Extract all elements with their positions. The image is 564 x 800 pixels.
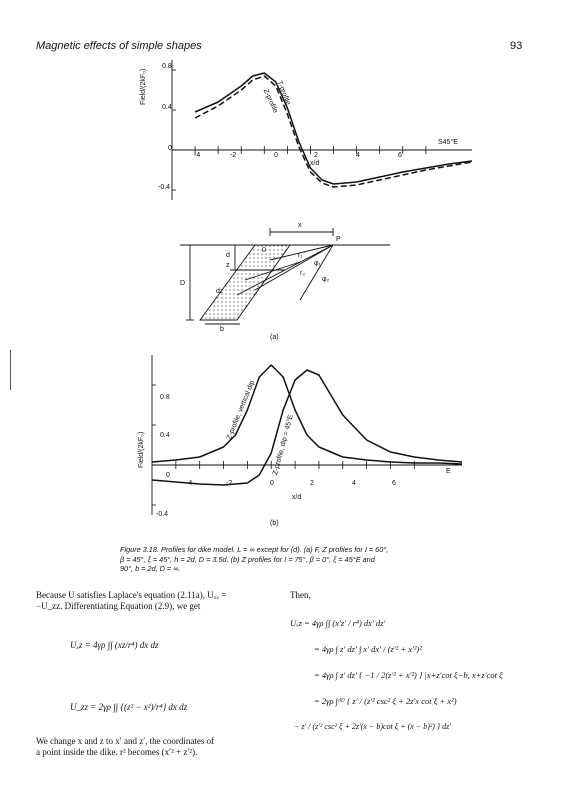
fig-a-xtick: 2 [314, 152, 318, 159]
equation-line: = 4γρ ∫ z′ dz′ ∫ x′ dx′ / (z′² + x′²)² [314, 644, 422, 654]
series-line-1 [152, 365, 462, 464]
text-line: We change x and z to x′ and z′, the coordinates of [36, 736, 215, 746]
fig-b-ytick: 0.8 [160, 394, 170, 401]
page-number: 93 [510, 40, 523, 52]
fig-a-ytick: -0.4 [158, 184, 171, 191]
fig-a-curve-label-z: Z-profile [261, 88, 279, 115]
fig-a-direction: S45°E [438, 139, 458, 146]
fig-b-ytick: 0.4 [160, 432, 170, 439]
figure-b-chart [152, 355, 462, 515]
dike-label-r2: r₂ [300, 270, 306, 277]
dike-label-dz: dz [216, 288, 224, 295]
fig-b-xtick: -2 [226, 480, 233, 487]
text-line: a point inside the dike. r² becomes (x′² + z′²). [36, 747, 198, 757]
fig-a-ytick: 0.8 [162, 63, 172, 70]
fig-a-panel-label: (a) [270, 334, 279, 341]
fig-b-panel-label: (b) [270, 520, 279, 527]
dike-label-x: x [298, 222, 302, 229]
equation-block [290, 610, 558, 740]
fig-a-xtick: 4 [356, 152, 360, 159]
text-line: −U_zz. Differentiating Equation (2.9), we get [36, 601, 201, 611]
equation-line: − z′ / (z′² csc² ξ + 2z′(x − b)cot ξ + (x − b)²) } dz′ [294, 722, 451, 731]
fig-b-ytick: 0 [166, 472, 170, 479]
dike-diagram [180, 228, 390, 324]
caption-line: β = 45°, ξ = 45°, h = 2d, D = 3.5d. (b) Z profiles for I = 75°, β = 0°, ξ = 45°E and [120, 554, 375, 564]
equation-uxz: Uₓz = 4γρ ∫∫ (xz/r⁴) dx dz [70, 640, 159, 650]
dike-label-r1: r₁ [298, 252, 303, 259]
dike-label-d: d [226, 252, 230, 259]
dike-label-origin: 0 [262, 247, 266, 254]
equation-uzz: U_zz = 2γρ ∫∫ {(z² − x²)/r⁴} dx dz [70, 702, 188, 712]
equation-line: = 4γρ ∫ z′ dz′ { −1 / 2(z′² + x′²) } |x+z′cot ξ−b, x+z′cot ξ [314, 670, 503, 680]
text-line: Because U satisfies Laplace's equation (2.11a), Uₓₓ = [36, 590, 227, 600]
fig-b-ylabel: Field/(2kF₀) [138, 431, 145, 468]
fig-b-xtick: 2 [310, 480, 314, 487]
caption-line: Figure 3.18. Profiles for dike model. L = ∞ except for (d). (a) F, Z profiles for I = 60°, [120, 545, 389, 554]
equation-line: = 2γρ ∫ᵈᴰ { z′ / (z′² csc² ξ + 2z′x cot ξ + x²) [314, 696, 457, 706]
fig-a-ytick: 0 [168, 145, 172, 152]
running-title: Magnetic effects of simple shapes [36, 40, 202, 52]
fig-b-xtick: 4 [352, 480, 356, 487]
then-label: Then, [290, 590, 311, 600]
fig-a-xtick: -4 [194, 152, 201, 159]
series-line-2 [152, 370, 462, 485]
dike-label-D: D [180, 280, 186, 287]
dike-label-b: b [220, 326, 224, 333]
caption-line: 90°, b = 2d, D = ∞. [120, 564, 181, 573]
fig-b-xtick: 6 [392, 480, 396, 487]
equation-line: Uₓz = 4γρ ∫∫ (x′z′ / r⁴) dx′ dz′ [290, 618, 386, 628]
fig-b-curve-label-dip: Z-profile, dip = 45°E [272, 413, 295, 476]
fig-a-ytick: 0.4 [162, 104, 172, 111]
left-paragraph-2 [36, 736, 276, 758]
fig-a-curve-label-t: T-profile [275, 80, 292, 107]
series-line-1 [195, 73, 472, 184]
series-line-2 [195, 76, 472, 187]
dike-label-z: z [226, 262, 230, 269]
dike-label-phi1: φ₁ [314, 260, 321, 267]
fig-a-xlabel: x/d [310, 160, 320, 167]
fig-b-xtick: 0 [270, 480, 274, 487]
fig-a-ylabel: Field/(2kF₀) [140, 68, 147, 105]
fig-a-xtick: -2 [230, 152, 237, 159]
dike-body [200, 245, 290, 320]
figure-caption [120, 545, 450, 574]
dike-label-P: P [336, 236, 341, 243]
fig-b-ytick: -0.4 [156, 511, 169, 518]
fig-b-xlabel: x/d [292, 494, 302, 501]
fig-b-curve-label-vertical: Z-profile, vertical dip [226, 379, 257, 441]
fig-b-xtick: -4 [186, 480, 193, 487]
fig-a-xtick: 0 [274, 152, 278, 159]
fig-b-direction: E [446, 468, 451, 475]
dike-label-phi2: φ₂ [322, 276, 330, 283]
fig-a-xtick: 6 [398, 152, 402, 159]
left-paragraph-1 [36, 590, 276, 612]
figure-a-chart [172, 60, 472, 200]
